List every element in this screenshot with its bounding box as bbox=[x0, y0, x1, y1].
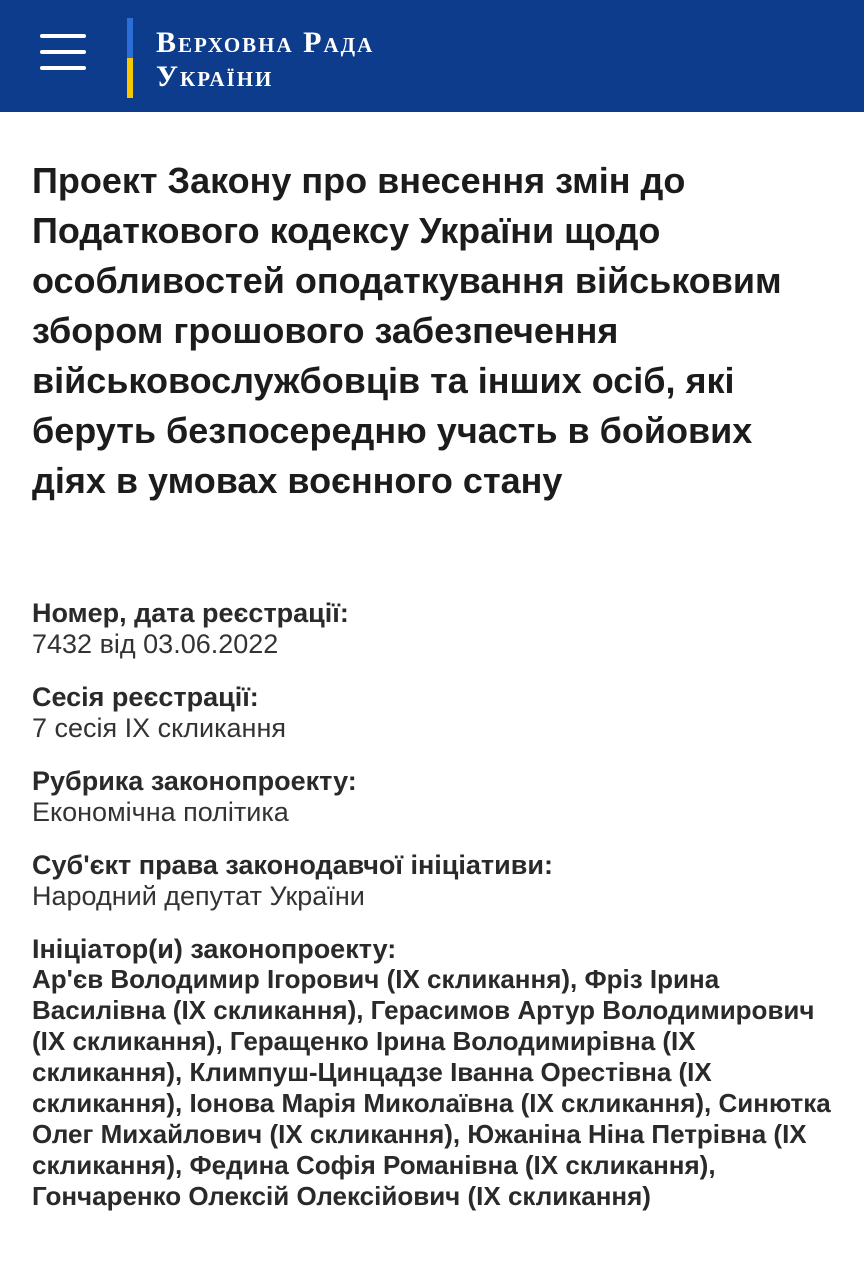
hamburger-icon-bar bbox=[40, 50, 86, 54]
site-header bbox=[0, 0, 864, 112]
rubric-field bbox=[32, 766, 842, 828]
rubric-label: Рубрика законопроекту: bbox=[32, 766, 357, 796]
initiators-field bbox=[32, 934, 842, 1212]
registration-field bbox=[32, 598, 842, 660]
hamburger-menu-button[interactable] bbox=[40, 30, 88, 78]
logo-line-2: України bbox=[156, 60, 274, 93]
rubric-value: Економічна політика bbox=[32, 797, 289, 827]
subject-label: Суб'єкт права законодавчої ініціативи: bbox=[32, 850, 553, 880]
bill-details bbox=[32, 598, 842, 1234]
session-label: Сесія реєстрації: bbox=[32, 682, 259, 712]
logo-line-1: Верховна Рада bbox=[156, 26, 375, 59]
subject-value: Народний депутат України bbox=[32, 881, 365, 911]
registration-value: 7432 від 03.06.2022 bbox=[32, 629, 279, 659]
subject-field bbox=[32, 850, 842, 912]
initiators-label: Ініціатор(и) законопроекту: bbox=[32, 934, 397, 964]
session-field bbox=[32, 682, 842, 744]
registration-label: Номер, дата реєстрації: bbox=[32, 598, 349, 628]
hamburger-icon-bar bbox=[40, 34, 86, 38]
hamburger-icon-bar bbox=[40, 66, 86, 70]
bill-title: Проект Закону про внесення змін до Податкового кодексу України щодо особливостей оподаткування військовим збором грошового забезпечення військовослужбовців та інших осіб, які беруть безпосередню участь в бойових діях в умовах воєнного стану bbox=[32, 160, 782, 501]
initiators-value: Ар'єв Володимир Ігорович (IX скликання), Фріз Ірина Василівна (IX скликання), Герасимов Артур Володимирович (IX скликання), Геращенко Ірина Володимирівна (IX скликання), Климпуш-Цинцадзе Іванна Орестівна (IX скликання), Іонова Марія Миколаївна (IX скликання), Синютка Олег Михайлович (IX скликання), Южаніна Ніна Петрівна (IX скликання), Федина Софія Романівна (IX скликання), Гончаренко Олексій Олексійович (IX скликання) bbox=[32, 964, 831, 1211]
session-value: 7 сесія IX скликання bbox=[32, 713, 286, 743]
site-logo[interactable] bbox=[156, 26, 374, 94]
flag-icon bbox=[127, 18, 133, 98]
